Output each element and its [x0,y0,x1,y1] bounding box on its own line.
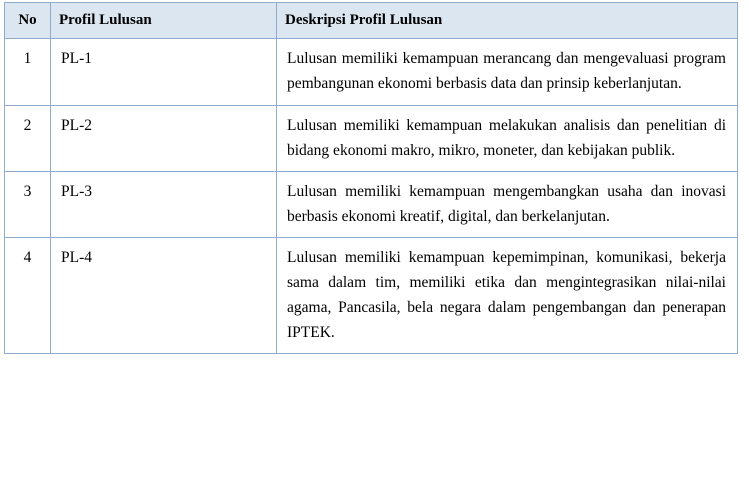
cell-profile-description: Lulusan memiliki kemampuan mengembangkan usaha dan inovasi berbasis ekonomi kreatif, digital, dan berkelanjutan. [277,171,738,237]
graduate-profile-table [4,2,738,354]
column-header-profil-lulusan: Profil Lulusan [51,3,277,39]
cell-no: 1 [5,39,51,105]
cell-profile-code: PL-3 [51,171,277,237]
table-header-row [5,3,738,39]
cell-no: 3 [5,171,51,237]
column-header-deskripsi-profil-lulusan: Deskripsi Profil Lulusan [277,3,738,39]
cell-profile-code: PL-4 [51,237,277,353]
table-row [5,105,738,171]
cell-no: 4 [5,237,51,353]
table-row [5,237,738,353]
cell-profile-description: Lulusan memiliki kemampuan melakukan analisis dan penelitian di bidang ekonomi makro, mikro, moneter, dan kebijakan publik. [277,105,738,171]
cell-profile-description: Lulusan memiliki kemampuan merancang dan mengevaluasi program pembangunan ekonomi berbasis data dan prinsip keberlanjutan. [277,39,738,105]
cell-profile-description: Lulusan memiliki kemampuan kepemimpinan, komunikasi, bekerja sama dalam tim, memiliki etika dan mengintegrasikan nilai-nilai agama, Pancasila, bela negara dalam pengembangan dan penerapan IPTEK. [277,237,738,353]
table-header [5,3,738,39]
column-header-no: No [5,3,51,39]
table-row [5,171,738,237]
table-row [5,39,738,105]
cell-profile-code: PL-1 [51,39,277,105]
cell-profile-code: PL-2 [51,105,277,171]
table-body [5,39,738,354]
document-page [0,2,749,502]
cell-no: 2 [5,105,51,171]
